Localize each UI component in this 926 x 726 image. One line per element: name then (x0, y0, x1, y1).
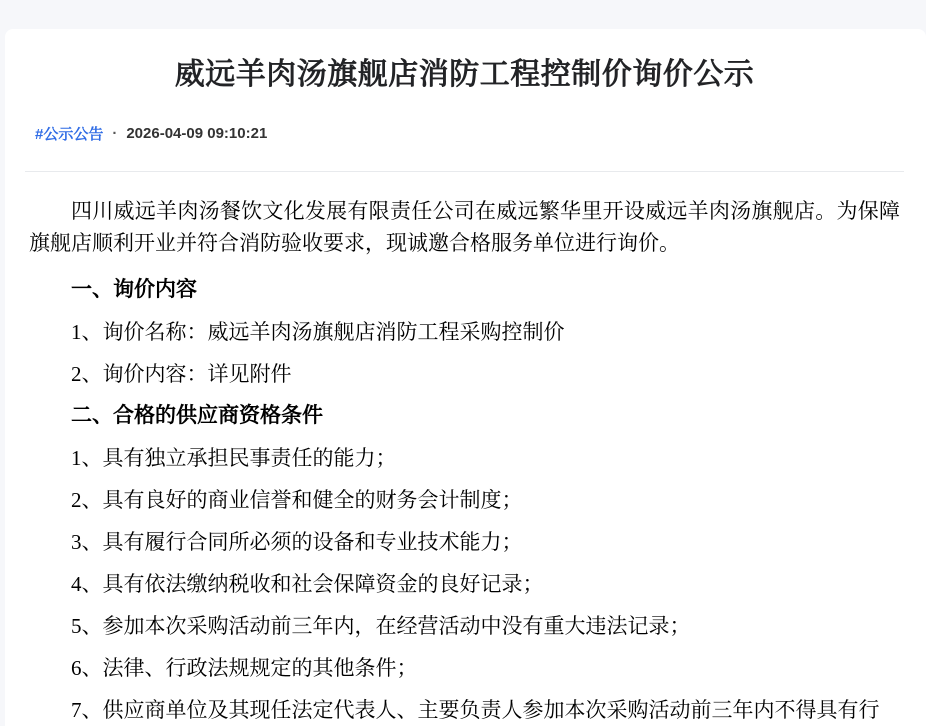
article-paragraph: 四川威远羊肉汤餐饮文化发展有限责任公司在威远繁华里开设威远羊肉汤旗舰店。为保障旗舰店顺利开业并符合消防验收要求，现诚邀合格服务单位进行询价。 (29, 199, 900, 255)
section-heading: 二、合格的供应商资格条件 (71, 404, 323, 427)
article-paragraph: 5、参加本次采购活动前三年内，在经营活动中没有重大违法记录； (71, 614, 691, 638)
article-card (5, 29, 926, 726)
article-paragraph: 4、具有依法缴纳税收和社会保障资金的良好记录； (71, 572, 544, 596)
section-heading: 一、询价内容 (71, 278, 197, 301)
meta-separator: · (112, 125, 118, 142)
category-tag-link[interactable]: #公示公告 (35, 126, 104, 143)
article-paragraph: 2、具有良好的商业信誉和健全的财务会计制度； (71, 488, 523, 512)
article-meta (29, 123, 900, 144)
article-paragraph: 7、供应商单位及其现任法定代表人、主要负责人参加本次采购活动前三年内不得具有行 (71, 698, 880, 722)
article-paragraph: 1、询价名称：威远羊肉汤旗舰店消防工程采购控制价 (71, 320, 565, 344)
article-paragraph: 2、询价内容：详见附件 (71, 362, 292, 386)
article-paragraph: 1、具有独立承担民事责任的能力； (71, 446, 397, 470)
article-title: 威远羊肉汤旗舰店消防工程控制价询价公示 (174, 58, 755, 91)
divider (25, 171, 904, 172)
article-paragraph: 3、具有履行合同所必须的设备和专业技术能力； (71, 530, 523, 554)
page-background (0, 29, 926, 726)
article-body (29, 195, 900, 721)
article-paragraph: 6、法律、行政法规规定的其他条件； (71, 656, 418, 680)
publish-datetime: 2026-04-09 09:10:21 (126, 125, 268, 142)
